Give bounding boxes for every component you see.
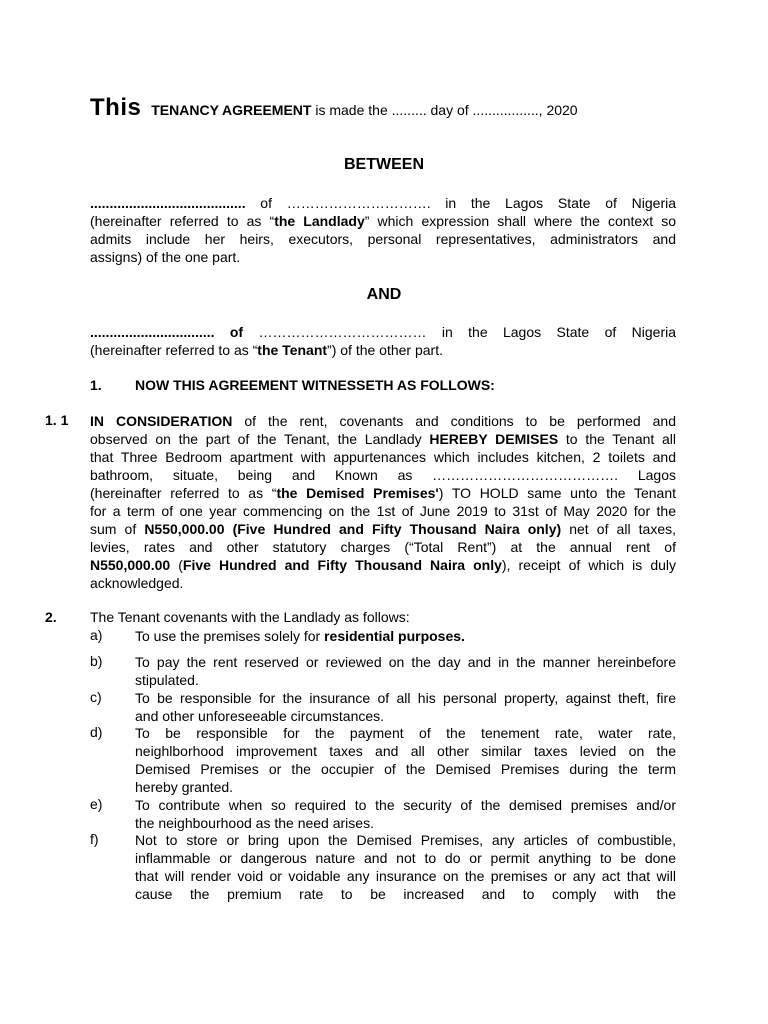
agreement-title-line: [90, 94, 578, 122]
clause-2-intro: The Tenant covenants with the Landlady as follows:: [90, 609, 410, 625]
heading-between: BETWEEN: [344, 156, 424, 173]
covenant-a-letter: a): [90, 627, 103, 643]
landlady-defined-term: the Landlady: [274, 213, 365, 229]
covenant-a-text: To use the premises solely for residential purposes.: [135, 628, 465, 644]
tenant-address-blank: ………………………………: [258, 324, 427, 340]
tenant-defined-term: the Tenant: [257, 342, 328, 358]
covenant-c-letter: c): [90, 689, 102, 705]
premises-address-blank: …………………………………. Lagos: [432, 467, 676, 483]
title-tenancy-agreement: TENANCY AGREEMENT: [151, 102, 312, 118]
covenant-e-letter: e): [90, 796, 103, 812]
clause-1-heading: NOW THIS AGREEMENT WITNESSETH AS FOLLOWS:: [135, 377, 495, 393]
clause-1-1-number: 1. 1: [45, 412, 69, 428]
landlady-paragraph: ........................................ of …………………………. in the Lagos State of Nigeria (hereinafter referred to as “the Landlady” which expression shall where the context so admits include her heirs, executors, personal representatives, administrators and assigns) of the one part.: [90, 195, 677, 265]
clause-1-number: 1.: [90, 377, 102, 393]
tenant-paragraph: ................................ of ……………………………… in the Lagos State of Nigeria (hereinafter referred to as “the Tenant”) of the other part.: [90, 324, 677, 358]
covenant-c-text: To be responsible for the insurance of all his personal property, against theft, fire and other unforeseeable circumstances.: [135, 690, 676, 724]
covenant-d-text: To be responsible for the payment of the tenement rate, water rate, neighlborhood improvement taxes and all other similar taxes levied on the Demised Premises or the occupier of the Demised Premises during the term hereby granted.: [135, 725, 676, 795]
covenant-b-text: To pay the rent reserved or reviewed on the day and in the manner hereinbefore stipulated.: [135, 654, 676, 688]
covenant-d-letter: d): [90, 724, 103, 740]
title-this: This: [90, 94, 142, 121]
tenant-name-blank: ................................: [90, 324, 215, 340]
landlady-address-blank: ………………………….: [286, 195, 431, 211]
landlady-name-blank: ........................................: [90, 195, 246, 211]
covenant-e-text: To contribute when so required to the security of the demised premises and/or the neighbourhood as the need arises.: [135, 797, 676, 831]
covenant-f-text: Not to store or bring upon the Demised Premises, any articles of combustible, inflammable or dangerous nature and not to do or permit anything to be done that will render void or voidable any insurance on the premises or any act that will cause the premium rate to be increased and to comply with the: [135, 832, 676, 902]
covenant-b-letter: b): [90, 653, 103, 669]
heading-and: AND: [366, 286, 402, 303]
clause-2-number: 2.: [45, 609, 57, 625]
title-made-date: is made the ......... day of ................., 2020: [315, 102, 578, 118]
clause-1-1-text: IN CONSIDERATION of the rent, covenants and conditions to be performed and observed on the part of the Tenant, the Landlady HEREBY DEMISES to the Tenant all that Three Bedroom apartment with appurtenances which includes kitchen, 2 toilets and bathroom, situate, being and Known as …………………………………. Lagos (hereinafter referred to as “the Demised Premises') TO HOLD same unto the Tenant for a term of one year commencing on the 1st of June 2019 to 31st of May 2020 for the sum of N550,000.00 (Five Hundred and Fifty Thousand Naira only) net of all taxes, levies, rates and other statutory charges (“Total Rent”) at the annual rent of N550,000.00 (Five Hundred and Fifty Thousand Naira only), receipt of which is duly acknowledged.: [90, 413, 677, 591]
covenant-f-letter: f): [90, 831, 99, 847]
